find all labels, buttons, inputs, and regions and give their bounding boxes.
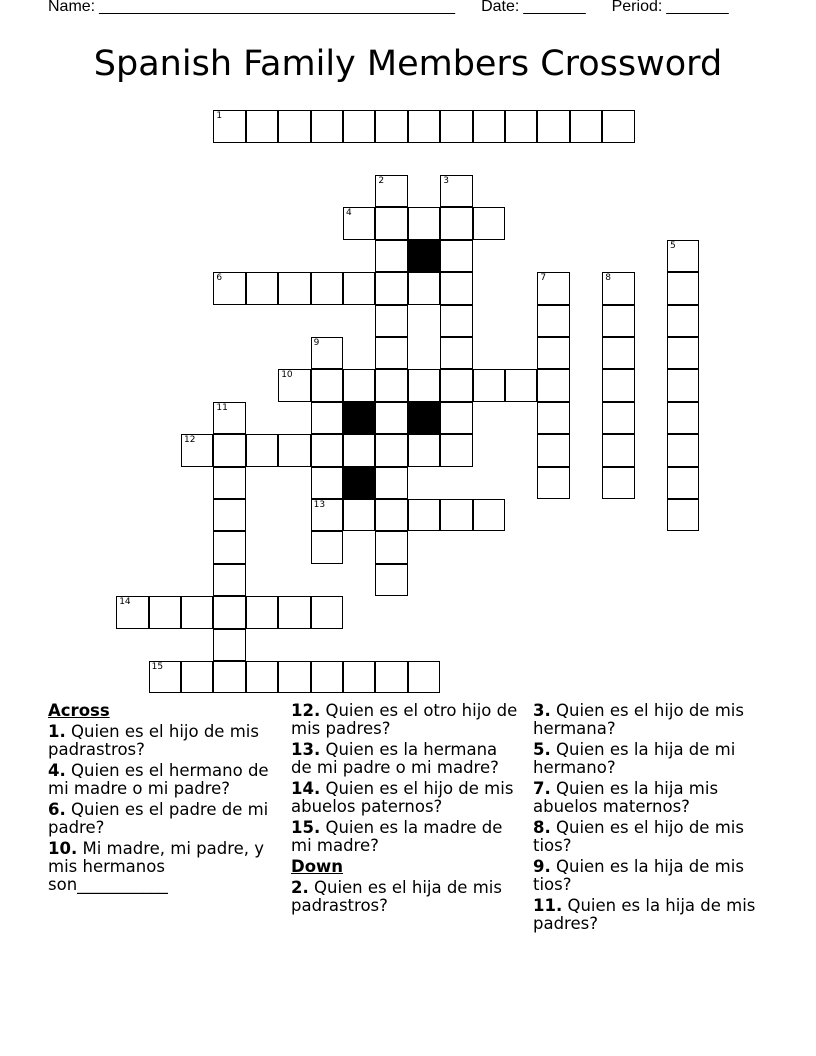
grid-cell[interactable]: [408, 207, 440, 239]
grid-cell[interactable]: [311, 434, 343, 466]
cell-number: 1: [216, 111, 223, 122]
grid-cell[interactable]: [213, 629, 245, 661]
grid-cell[interactable]: [473, 207, 505, 239]
name-blank: ________________________________________: [99, 0, 456, 15]
clue-down-9: 9. Quien es la hija de mis tios?: [533, 857, 744, 894]
clues-column-2: [291, 702, 521, 918]
grid-cell[interactable]: [667, 305, 699, 337]
grid-cell[interactable]: [246, 272, 278, 304]
grid-cell[interactable]: [537, 337, 569, 369]
cell-number: 3: [443, 176, 449, 186]
cell-number: 2: [378, 176, 385, 186]
grid-cell[interactable]: [602, 337, 634, 369]
cell-number: 14: [119, 597, 131, 608]
clue-across-4: 4. Quien es el hermano de mi madre o mi padre?: [48, 761, 269, 798]
grid-cell[interactable]: [440, 369, 472, 401]
grid-cell[interactable]: [408, 369, 440, 401]
clue-across-12: 12. Quien es el otro hijo de mis padres?: [291, 701, 518, 738]
grid-cell[interactable]: [375, 531, 407, 563]
grid-cell[interactable]: [311, 337, 343, 369]
grid-cell[interactable]: [375, 499, 407, 531]
grid-cell[interactable]: [408, 272, 440, 304]
grid-cell[interactable]: [667, 434, 699, 466]
clues-column-1: [48, 702, 282, 897]
grid-cell[interactable]: [537, 434, 569, 466]
grid-cell[interactable]: [213, 272, 245, 304]
grid-cell[interactable]: [602, 110, 634, 142]
grid-cell[interactable]: [440, 175, 472, 207]
grid-cell[interactable]: [667, 369, 699, 401]
clue-down-3: 3. Quien es el hijo de mis hermana?: [533, 701, 744, 738]
grid-cell[interactable]: [149, 661, 181, 693]
name-label: Name:: [48, 0, 96, 15]
grid-cell[interactable]: [667, 337, 699, 369]
grid-cell[interactable]: [213, 434, 245, 466]
grid-cell[interactable]: [278, 272, 310, 304]
grid-cell[interactable]: [343, 661, 375, 693]
grid-cell[interactable]: [602, 272, 634, 304]
cell-number: 7: [540, 273, 547, 284]
clue-across-15: 15. Quien es la madre de mi madre?: [291, 818, 503, 855]
grid-cell[interactable]: [375, 434, 407, 466]
grid-cell[interactable]: [440, 272, 472, 304]
cell-number: 8: [605, 273, 611, 284]
grid-cell[interactable]: [408, 499, 440, 531]
clue-across-14: 14. Quien es el hijo de mis abuelos paternos?: [291, 779, 514, 816]
grid-cell[interactable]: [375, 272, 407, 304]
grid-cell[interactable]: [278, 110, 310, 142]
grid-cell[interactable]: [440, 110, 472, 142]
grid-cell[interactable]: [116, 596, 148, 628]
grid-cell[interactable]: [375, 240, 407, 272]
grid-cell[interactable]: [343, 110, 375, 142]
grid-cell[interactable]: [537, 110, 569, 142]
grid-cell[interactable]: [667, 402, 699, 434]
grid-cell[interactable]: [537, 369, 569, 401]
grid-cell[interactable]: [537, 402, 569, 434]
clue-down-2: 2. Quien es el hija de mis padrastros?: [291, 878, 502, 915]
grid-cell[interactable]: [343, 434, 375, 466]
grid-cell[interactable]: [311, 499, 343, 531]
grid-cell[interactable]: [505, 369, 537, 401]
grid-cell[interactable]: [375, 402, 407, 434]
grid-cell[interactable]: [181, 661, 213, 693]
grid-cell[interactable]: [667, 499, 699, 531]
grid-cell[interactable]: [343, 369, 375, 401]
clue-across-13: 13. Quien es la hermana de mi padre o mi madre?: [291, 740, 499, 777]
grid-cell[interactable]: [408, 110, 440, 142]
grid-cell[interactable]: [343, 207, 375, 239]
across-heading: Across: [48, 701, 110, 720]
grid-cell[interactable]: [473, 110, 505, 142]
grid-cell[interactable]: [408, 434, 440, 466]
date-blank: _______: [523, 0, 586, 15]
grid-cell[interactable]: [473, 499, 505, 531]
grid-cell[interactable]: [408, 661, 440, 693]
grid-cell[interactable]: [246, 596, 278, 628]
grid-block: [343, 402, 375, 434]
clue-down-7: 7. Quien es la hija mis abuelos maternos?: [533, 779, 719, 816]
grid-cell[interactable]: [278, 369, 310, 401]
grid-cell[interactable]: [667, 467, 699, 499]
cell-number: 4: [346, 208, 352, 219]
cell-number: 15: [151, 662, 164, 672]
grid-cell[interactable]: [213, 661, 245, 693]
grid-cell[interactable]: [375, 110, 407, 142]
grid-cell[interactable]: [213, 564, 245, 596]
grid-block: [343, 467, 375, 499]
grid-cell[interactable]: [375, 337, 407, 369]
clue-down-5: 5. Quien es la hija de mi hermano?: [533, 740, 736, 777]
grid-cell[interactable]: [149, 596, 181, 628]
grid-cell[interactable]: [375, 175, 407, 207]
grid-cell[interactable]: [213, 110, 245, 142]
grid-cell[interactable]: [537, 467, 569, 499]
cell-number: 9: [313, 338, 320, 348]
grid-cell[interactable]: [537, 272, 569, 304]
grid-cell[interactable]: [375, 564, 407, 596]
clue-down-11: 11. Quien es la hija de mis padres?: [533, 896, 756, 933]
cell-number: 5: [670, 240, 676, 251]
grid-cell[interactable]: [473, 369, 505, 401]
grid-block: [408, 402, 440, 434]
grid-cell[interactable]: [246, 661, 278, 693]
grid-cell[interactable]: [213, 531, 245, 563]
cell-number: 12: [184, 435, 196, 446]
clue-across-1: 1. Quien es el hijo de mis padrastros?: [48, 722, 259, 759]
cell-number: 6: [216, 273, 223, 284]
clue-across-10: 10. Mi madre, mi padre, y mis hermanos son___________: [48, 839, 265, 894]
grid-cell[interactable]: [213, 596, 245, 628]
grid-cell[interactable]: [181, 596, 213, 628]
grid-cell[interactable]: [440, 402, 472, 434]
grid-cell[interactable]: [343, 272, 375, 304]
grid-cell[interactable]: [278, 596, 310, 628]
cell-number: 10: [281, 370, 293, 381]
grid-cell[interactable]: [440, 207, 472, 239]
grid-cell[interactable]: [602, 369, 634, 401]
grid-cell[interactable]: [375, 305, 407, 337]
date-label: Date:: [481, 0, 520, 15]
grid-cell[interactable]: [375, 207, 407, 239]
period-blank: _______: [666, 0, 729, 15]
grid-cell[interactable]: [213, 467, 245, 499]
period-label: Period:: [611, 0, 663, 15]
grid-cell[interactable]: [375, 467, 407, 499]
grid-cell[interactable]: [602, 467, 634, 499]
grid-cell[interactable]: [278, 661, 310, 693]
grid-block: [408, 240, 440, 272]
grid-cell[interactable]: [440, 337, 472, 369]
down-heading: Down: [291, 857, 344, 876]
grid-cell[interactable]: [311, 110, 343, 142]
clue-across-6: 6. Quien es el padre de mi padre?: [48, 800, 269, 837]
grid-cell[interactable]: [181, 434, 213, 466]
grid-cell[interactable]: [311, 272, 343, 304]
grid-cell[interactable]: [311, 402, 343, 434]
clues-column-3: [533, 702, 767, 936]
page-title: Spanish Family Members Crossword: [93, 44, 723, 84]
grid-cell[interactable]: [343, 499, 375, 531]
clue-down-8: 8. Quien es el hijo de mis tios?: [533, 818, 744, 855]
grid-cell[interactable]: [602, 434, 634, 466]
grid-cell[interactable]: [311, 661, 343, 693]
grid-cell[interactable]: [311, 531, 343, 563]
grid-cell[interactable]: [602, 305, 634, 337]
grid-cell[interactable]: [311, 369, 343, 401]
cell-number: 13: [313, 500, 326, 510]
grid-cell[interactable]: [213, 402, 245, 434]
grid-cell[interactable]: [570, 110, 602, 142]
grid-cell[interactable]: [375, 369, 407, 401]
cell-number: 11: [216, 402, 228, 413]
grid-cell[interactable]: [602, 402, 634, 434]
grid-cell[interactable]: [440, 240, 472, 272]
grid-cell[interactable]: [667, 240, 699, 272]
grid-cell[interactable]: [213, 499, 245, 531]
grid-cell[interactable]: [505, 110, 537, 142]
grid-cell[interactable]: [246, 434, 278, 466]
grid-cell[interactable]: [440, 499, 472, 531]
grid-cell[interactable]: [537, 305, 569, 337]
grid-cell[interactable]: [440, 434, 472, 466]
grid-cell[interactable]: [667, 272, 699, 304]
grid-cell[interactable]: [311, 467, 343, 499]
grid-cell[interactable]: [246, 110, 278, 142]
grid-cell[interactable]: [278, 434, 310, 466]
grid-cell[interactable]: [440, 305, 472, 337]
grid-cell[interactable]: [311, 596, 343, 628]
grid-cell[interactable]: [375, 661, 407, 693]
